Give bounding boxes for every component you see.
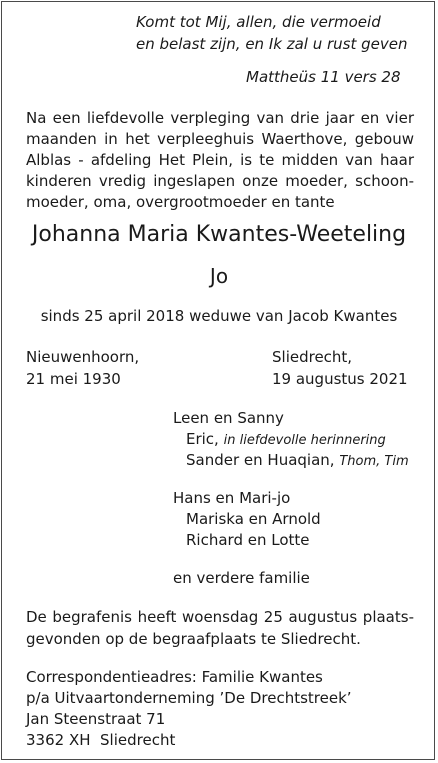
deceased-name: Johanna Maria Kwantes-Weeteling — [31, 222, 407, 247]
birth-place: Nieuwenhoorn, — [26, 348, 140, 366]
other-family: en verdere familie — [173, 569, 310, 587]
intro-paragraph: Na een liefdevolle verpleging van drie jaar en vier maanden in het verpleeghuis Waerthove, gebouw Alblas - afdeling Het Plein, is te midden van haar kinderen vredig ingeslapen onze moeder, schoonmoeder, oma, overgrootmoeder en tante — [26, 109, 414, 211]
family-group1-child1-name: Eric, — [186, 430, 219, 448]
correspondence-line-4: 3362 XH Sliedrecht — [26, 731, 176, 749]
correspondence-line-3: Jan Steenstraat 71 — [26, 710, 166, 728]
funeral-paragraph: De begrafenis heeft woensdag 25 augustus plaatsgevonden op de begraafplaats te Sliedrecht. — [26, 608, 414, 648]
family-group1-parent: Leen en Sanny — [173, 409, 284, 427]
family-group2-parent: Hans en Mari-jo — [173, 489, 291, 507]
family-group1-child1-note: in liefdevolle herinnering — [223, 433, 386, 448]
correspondence-line-2: p/a Uitvaartonderneming ’De Drechtstreek’ — [26, 689, 352, 707]
verse-reference: Mattheüs 11 vers 28 — [246, 68, 401, 86]
verse-line-2: en belast zijn, en Ik zal u rust geven — [136, 35, 408, 53]
death-date: 19 augustus 2021 — [272, 370, 408, 388]
family-group1-child2-name: Sander en Huaqian, — [186, 451, 335, 469]
family-group2-child1: Mariska en Arnold — [186, 510, 321, 528]
family-group1-child2-note: Thom, Tim — [339, 454, 409, 469]
family-group2-child2: Richard en Lotte — [186, 531, 310, 549]
family-group1-child2 — [186, 449, 409, 473]
death-place: Sliedrecht, — [272, 348, 353, 366]
verse-line-1: Komt tot Mij, allen, die vermoeid — [136, 13, 381, 31]
widow-line: sinds 25 april 2018 weduwe van Jacob Kwantes — [40, 307, 398, 325]
birth-date: 21 mei 1930 — [26, 370, 121, 388]
correspondence-line-1: Correspondentieadres: Familie Kwantes — [26, 668, 323, 686]
deceased-nickname: Jo — [209, 264, 229, 288]
